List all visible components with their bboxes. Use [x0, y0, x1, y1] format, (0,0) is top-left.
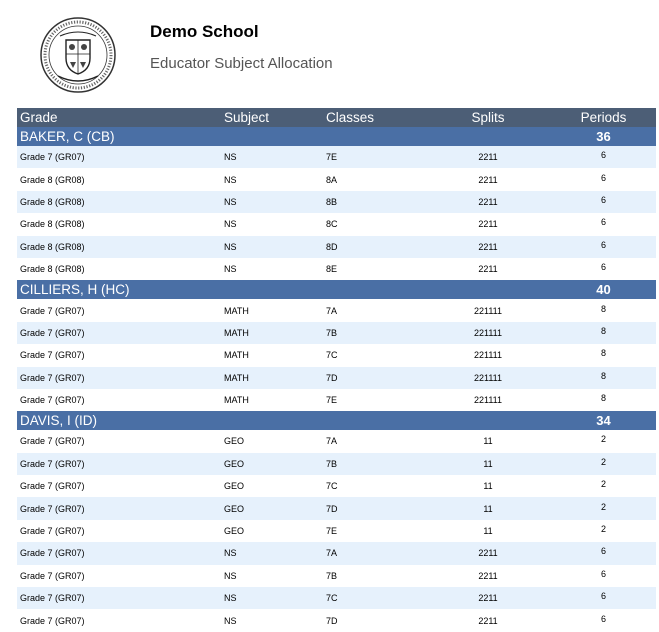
cell-subject: GEO — [221, 497, 323, 519]
educator-total-periods: 34 — [551, 411, 656, 430]
table-row — [17, 191, 656, 213]
cell-grade: Grade 7 (GR07) — [17, 389, 221, 411]
table-row — [17, 213, 656, 235]
cell-splits: 221111 — [425, 344, 551, 366]
cell-classes: 7A — [323, 430, 425, 452]
cell-classes: 7B — [323, 565, 425, 587]
cell-subject: NS — [221, 587, 323, 609]
cell-periods: 6 — [551, 168, 656, 190]
cell-subject: MATH — [221, 299, 323, 321]
cell-classes: 8E — [323, 258, 425, 280]
cell-splits: 11 — [425, 453, 551, 475]
cell-splits: 2211 — [425, 146, 551, 168]
cell-grade: Grade 8 (GR08) — [17, 168, 221, 190]
cell-grade: Grade 8 (GR08) — [17, 191, 221, 213]
cell-splits: 11 — [425, 475, 551, 497]
cell-classes: 7D — [323, 367, 425, 389]
cell-periods: 2 — [551, 497, 656, 519]
cell-grade: Grade 7 (GR07) — [17, 430, 221, 452]
cell-subject: NS — [221, 565, 323, 587]
cell-classes: 7B — [323, 322, 425, 344]
cell-classes: 7A — [323, 299, 425, 321]
cell-subject: NS — [221, 213, 323, 235]
educator-group-row — [17, 411, 656, 430]
cell-classes: 7E — [323, 389, 425, 411]
cell-subject: NS — [221, 168, 323, 190]
cell-classes: 7B — [323, 453, 425, 475]
educator-group-row — [17, 280, 656, 299]
cell-grade: Grade 7 (GR07) — [17, 344, 221, 366]
cell-classes: 7D — [323, 497, 425, 519]
cell-periods: 6 — [551, 258, 656, 280]
table-row — [17, 520, 656, 542]
cell-grade: Grade 7 (GR07) — [17, 367, 221, 389]
cell-subject: NS — [221, 146, 323, 168]
column-header-grade: Grade — [17, 108, 221, 127]
cell-subject: NS — [221, 258, 323, 280]
cell-classes: 7E — [323, 146, 425, 168]
column-header-subject: Subject — [221, 108, 323, 127]
cell-periods: 2 — [551, 475, 656, 497]
cell-grade: Grade 7 (GR07) — [17, 520, 221, 542]
column-header-periods: Periods — [551, 108, 656, 127]
table-row — [17, 236, 656, 258]
cell-classes: 7C — [323, 344, 425, 366]
cell-subject: MATH — [221, 367, 323, 389]
cell-subject: NS — [221, 542, 323, 564]
school-name: Demo School — [150, 22, 259, 41]
cell-classes: 7D — [323, 609, 425, 631]
cell-splits: 2211 — [425, 168, 551, 190]
cell-subject: GEO — [221, 475, 323, 497]
educator-name: CILLIERS, H (HC) — [17, 280, 551, 299]
table-row — [17, 609, 656, 631]
cell-splits: 221111 — [425, 322, 551, 344]
educator-total-periods: 36 — [551, 127, 656, 146]
table-row — [17, 497, 656, 519]
cell-subject: NS — [221, 236, 323, 258]
cell-grade: Grade 7 (GR07) — [17, 146, 221, 168]
table-header-row — [17, 108, 656, 127]
table-row — [17, 299, 656, 321]
cell-splits: 2211 — [425, 258, 551, 280]
report-title: Educator Subject Allocation — [150, 55, 333, 72]
cell-subject: NS — [221, 609, 323, 631]
table-row — [17, 430, 656, 452]
cell-periods: 6 — [551, 236, 656, 258]
cell-grade: Grade 7 (GR07) — [17, 565, 221, 587]
cell-periods: 8 — [551, 344, 656, 366]
cell-splits: 221111 — [425, 299, 551, 321]
cell-subject: NS — [221, 191, 323, 213]
cell-classes: 7C — [323, 475, 425, 497]
cell-periods: 6 — [551, 565, 656, 587]
cell-splits: 2211 — [425, 542, 551, 564]
cell-subject: GEO — [221, 520, 323, 542]
cell-classes: 7A — [323, 542, 425, 564]
cell-subject: MATH — [221, 344, 323, 366]
cell-splits: 11 — [425, 497, 551, 519]
cell-periods: 2 — [551, 453, 656, 475]
educator-group-row — [17, 127, 656, 146]
table-row — [17, 322, 656, 344]
cell-grade: Grade 7 (GR07) — [17, 497, 221, 519]
cell-grade: Grade 8 (GR08) — [17, 236, 221, 258]
table-row — [17, 475, 656, 497]
educator-total-periods: 40 — [551, 280, 656, 299]
cell-periods: 8 — [551, 389, 656, 411]
cell-grade: Grade 8 (GR08) — [17, 258, 221, 280]
cell-grade: Grade 7 (GR07) — [17, 587, 221, 609]
cell-periods: 6 — [551, 542, 656, 564]
cell-splits: 2211 — [425, 609, 551, 631]
cell-splits: 221111 — [425, 367, 551, 389]
cell-classes: 7E — [323, 520, 425, 542]
cell-subject: MATH — [221, 389, 323, 411]
table-row — [17, 565, 656, 587]
cell-grade: Grade 7 (GR07) — [17, 322, 221, 344]
cell-classes: 7C — [323, 587, 425, 609]
cell-grade: Grade 7 (GR07) — [17, 453, 221, 475]
cell-subject: MATH — [221, 322, 323, 344]
cell-subject: GEO — [221, 430, 323, 452]
column-header-splits: Splits — [425, 108, 551, 127]
table-row — [17, 367, 656, 389]
cell-periods: 2 — [551, 430, 656, 452]
table-row — [17, 344, 656, 366]
cell-classes: 8C — [323, 213, 425, 235]
cell-grade: Grade 7 (GR07) — [17, 299, 221, 321]
table-row — [17, 258, 656, 280]
table-row — [17, 542, 656, 564]
cell-periods: 6 — [551, 587, 656, 609]
cell-splits: 2211 — [425, 587, 551, 609]
cell-grade: Grade 7 (GR07) — [17, 542, 221, 564]
cell-splits: 2211 — [425, 236, 551, 258]
cell-periods: 6 — [551, 191, 656, 213]
cell-periods: 8 — [551, 322, 656, 344]
table-row — [17, 146, 656, 168]
cell-periods: 8 — [551, 367, 656, 389]
table-row — [17, 389, 656, 411]
cell-classes: 8D — [323, 236, 425, 258]
allocation-table — [17, 108, 656, 632]
cell-grade: Grade 8 (GR08) — [17, 213, 221, 235]
educator-name: DAVIS, I (ID) — [17, 411, 551, 430]
cell-splits: 2211 — [425, 565, 551, 587]
cell-splits: 221111 — [425, 389, 551, 411]
cell-splits: 2211 — [425, 191, 551, 213]
cell-splits: 2211 — [425, 213, 551, 235]
cell-periods: 8 — [551, 299, 656, 321]
cell-periods: 6 — [551, 146, 656, 168]
cell-subject: GEO — [221, 453, 323, 475]
column-header-classes: Classes — [323, 108, 425, 127]
cell-periods: 2 — [551, 520, 656, 542]
table-row — [17, 168, 656, 190]
educator-name: BAKER, C (CB) — [17, 127, 551, 146]
school-crest-icon — [36, 16, 120, 94]
cell-periods: 6 — [551, 609, 656, 631]
table-row — [17, 453, 656, 475]
cell-classes: 8B — [323, 191, 425, 213]
cell-classes: 8A — [323, 168, 425, 190]
table-body — [17, 127, 656, 632]
cell-periods: 6 — [551, 213, 656, 235]
cell-splits: 11 — [425, 430, 551, 452]
cell-grade: Grade 7 (GR07) — [17, 609, 221, 631]
cell-splits: 11 — [425, 520, 551, 542]
table-row — [17, 587, 656, 609]
cell-grade: Grade 7 (GR07) — [17, 475, 221, 497]
